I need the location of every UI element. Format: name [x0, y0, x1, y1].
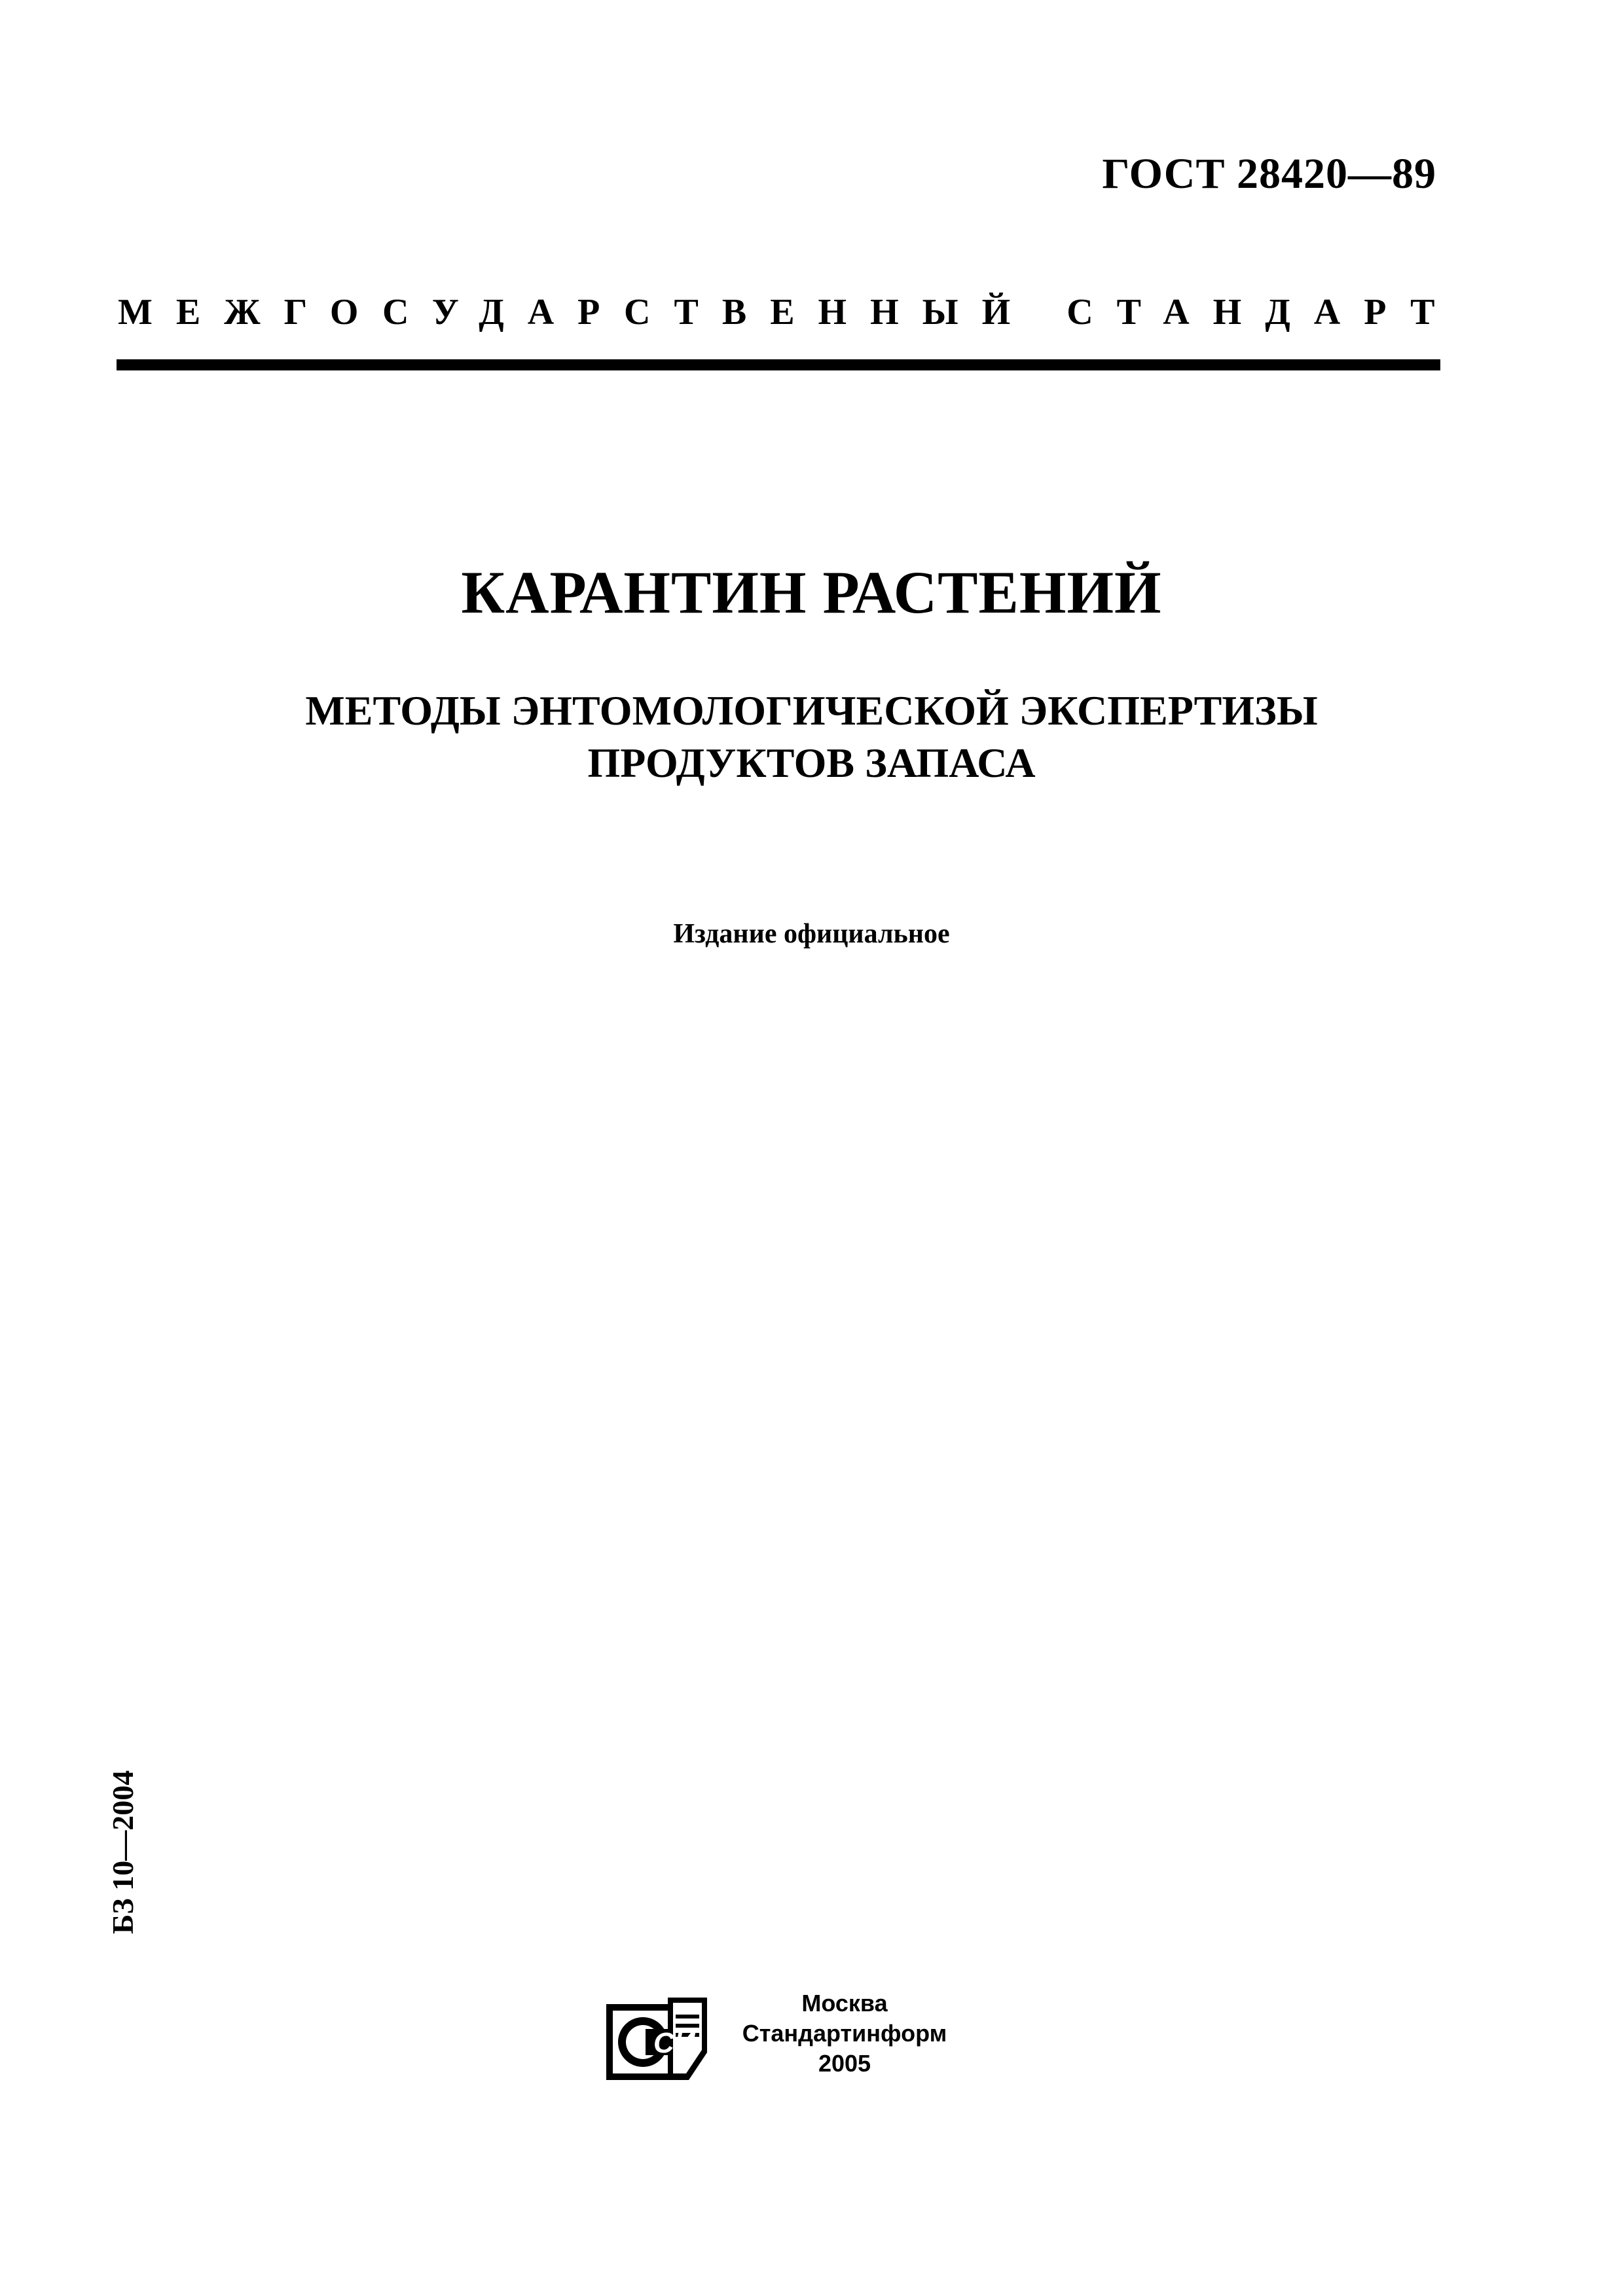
publication-year: 2005 — [818, 2050, 871, 2077]
subtitle-line: МЕТОДЫ ЭНТОМОЛОГИЧЕСКОЙ ЭКСПЕРТИЗЫ — [305, 687, 1318, 734]
publisher-name: Стандартинформ — [742, 2020, 947, 2047]
subtitle-line: ПРОДУКТОВ ЗАПАСА — [587, 740, 1036, 786]
logo-letters: СИ — [653, 2027, 695, 2059]
side-stamp-text: БЗ 10—2004 — [106, 1770, 139, 1934]
publisher-city: Москва — [801, 1990, 888, 2017]
document-number: ГОСТ 28420—89 — [1102, 150, 1436, 198]
standard-type-heading: МЕЖГОСУДАРСТВЕННЫЙ СТАНДАРТ — [118, 292, 1459, 332]
document-title: КАРАНТИН РАСТЕНИЙ — [461, 559, 1162, 626]
standartinform-logo-icon — [605, 1996, 708, 2083]
header-divider — [117, 359, 1440, 370]
publisher-info — [733, 1988, 956, 2079]
document-subtitle — [0, 685, 1623, 789]
edition-label: Издание официальное — [673, 919, 950, 949]
